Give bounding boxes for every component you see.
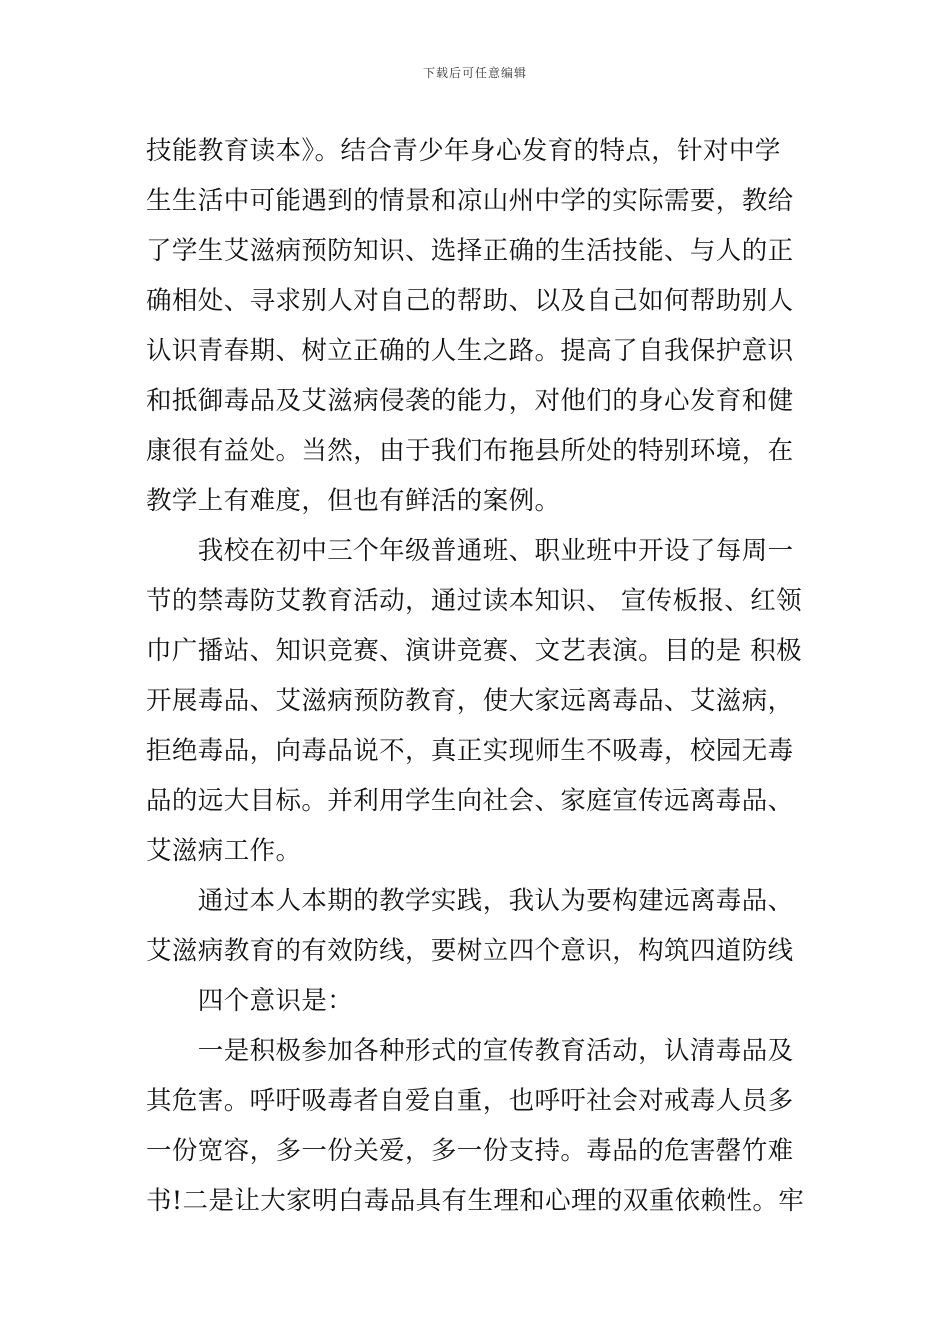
text-line: 一份宽容，多一份关爱，多一份支持。毒品的危害罄竹难 (146, 1136, 794, 1166)
page-header: 下载后可任意编辑 (422, 66, 527, 80)
text-line: 节的禁毒防艾教育活动，通过读本知识、 宣传板报、红领 (146, 586, 803, 616)
text-line: 开展毒品、艾滋病预防教育，使大家远离毒品、艾滋病， (146, 686, 794, 716)
text-line: 艾滋病教育的有效防线，要树立四个意识，构筑四道防线 (146, 936, 794, 966)
text-line: 技能教育读本》。结合青少年身心发育的特点，针对中学 (146, 136, 781, 166)
text-line: 艾滋病工作。 (146, 836, 302, 866)
text-line: 康很有益处。当然，由于我们布拖县所处的特别环境，在 (146, 436, 794, 466)
text-line: 品的远大目标。并利用学生向社会、家庭宣传远离毒品、 (146, 786, 794, 816)
text-line: 了学生艾滋病预防知识、选择正确的生活技能、与人的正 (146, 236, 794, 266)
text-line: 巾广播站、知识竞赛、演讲竞赛、文艺表演。目的是 积极 (146, 636, 803, 666)
text-line: 书!二是让大家明白毒品具有生理和心理的双重依赖性。牢 (146, 1186, 805, 1216)
text-line: 认识青春期、树立正确的人生之路。提高了自我保护意识 (146, 336, 794, 366)
text-line: 拒绝毒品，向毒品说不，真正实现师生不吸毒，校园无毒 (146, 736, 794, 766)
text-line: 通过本人本期的教学实践，我认为要构建远离毒品、 (146, 886, 794, 916)
text-line: 一是积极参加各种形式的宣传教育活动，认清毒品及 (146, 1036, 794, 1066)
text-line: 其危害。呼吁吸毒者自爱自重，也呼吁社会对戒毒人员多 (146, 1086, 794, 1116)
document-body (146, 126, 810, 1226)
text-line: 和抵御毒品及艾滋病侵袭的能力，对他们的身心发育和健 (146, 386, 794, 416)
text-line: 确相处、寻求别人对自己的帮助、以及自己如何帮助别人 (146, 286, 794, 316)
text-line: 四个意识是： (146, 986, 354, 1016)
text-line: 生生活中可能遇到的情景和凉山州中学的实际需要，教给 (146, 186, 794, 216)
text-line: 我校在初中三个年级普通班、职业班中开设了每周一 (146, 536, 794, 566)
text-line: 教学上有难度，但也有鲜活的案例。 (146, 486, 561, 516)
